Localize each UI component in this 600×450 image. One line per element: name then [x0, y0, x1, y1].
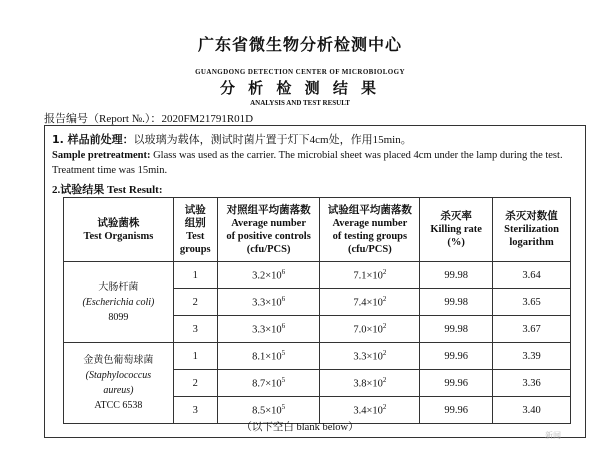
result-title-cn: 分 析 检 测 结 果 [219, 79, 381, 97]
center-title-cn: 广东省微生物分析检测中心 [197, 35, 402, 54]
report-number-value: 2020FM21791R01D [161, 113, 254, 125]
header-groups: 试验组别 Test groups [173, 198, 217, 262]
table-row: 金黄色葡萄球菌 (Staphylococcus aureus) ATCC 6538 1 $8.1\times 10^5$ $3.3\times 10^2$ 99.96 3.39 [64, 343, 571, 370]
pretreatment-cn [52, 131, 412, 147]
pretreatment-en-label: Sample pretreatment: [52, 150, 151, 161]
result-table [63, 197, 571, 424]
test-result-heading: 2.试验结果 Test Result: [52, 184, 163, 196]
table-row: 2 $8.7\times 10^5$ $3.8\times 10^2$ 99.96 3.36 [64, 370, 571, 397]
table-row: 3 $3.3\times 10^6$ $7.0\times 10^2$ 99.98 3.67 [64, 316, 571, 343]
blank-below-note: （以下空白 blank below） [241, 422, 359, 433]
organism-cell-ecoli: 大肠杆菌 (Escherichia coli) 8099 [64, 262, 174, 343]
organism-cell-saureus: 金黄色葡萄球菌 (Staphylococcus aureus) ATCC 6538 [64, 343, 174, 424]
watermark: 新闻 [545, 431, 561, 440]
result-title-en: ANALYSIS AND TEST RESULT [250, 99, 350, 107]
table-row: 2 $3.3\times 10^6$ $7.4\times 10^2$ 99.98 3.65 [64, 289, 571, 316]
report-number-label: 报告编号（Report №.）： [44, 113, 162, 125]
table-header-row [64, 198, 571, 262]
header-control: 对照组平均菌落数 Average number of positive controls (cfu/PCS) [217, 198, 320, 262]
header-sterilization: 杀灭对数值 Sterilization logarithm [493, 198, 571, 262]
pretreatment-cn-text: 以玻璃为载体，测试时菌片置于灯下4cm处，作用15min。 [133, 134, 412, 146]
report-number [44, 110, 253, 126]
pretreatment-en [52, 148, 580, 178]
pretreatment-en-text: Glass was used as the carrier. The microbial sheet was placed 4cm under the lamp during the test. Treatment time was 15min. [52, 150, 563, 176]
pretreatment-cn-label: 1. 样品前处理： [52, 133, 134, 146]
center-title-en: GUANGDONG DETECTION CENTER OF MICROBIOLOGY [195, 68, 405, 76]
header-testing: 试验组平均菌落数 Average number of testing groups (cfu/PCS) [320, 198, 420, 262]
table-row: 3 $8.5\times 10^5$ $3.4\times 10^2$ 99.96 3.40 [64, 397, 571, 424]
header-killing: 杀灭率 Killing rate (%) [420, 198, 493, 262]
table-row: 大肠杆菌 (Escherichia coli) 8099 1 $3.2\times 10^6$ $7.1\times 10^2$ 99.98 3.64 [64, 262, 571, 289]
header-organisms: 试验菌株 Test Organisms [64, 198, 174, 262]
